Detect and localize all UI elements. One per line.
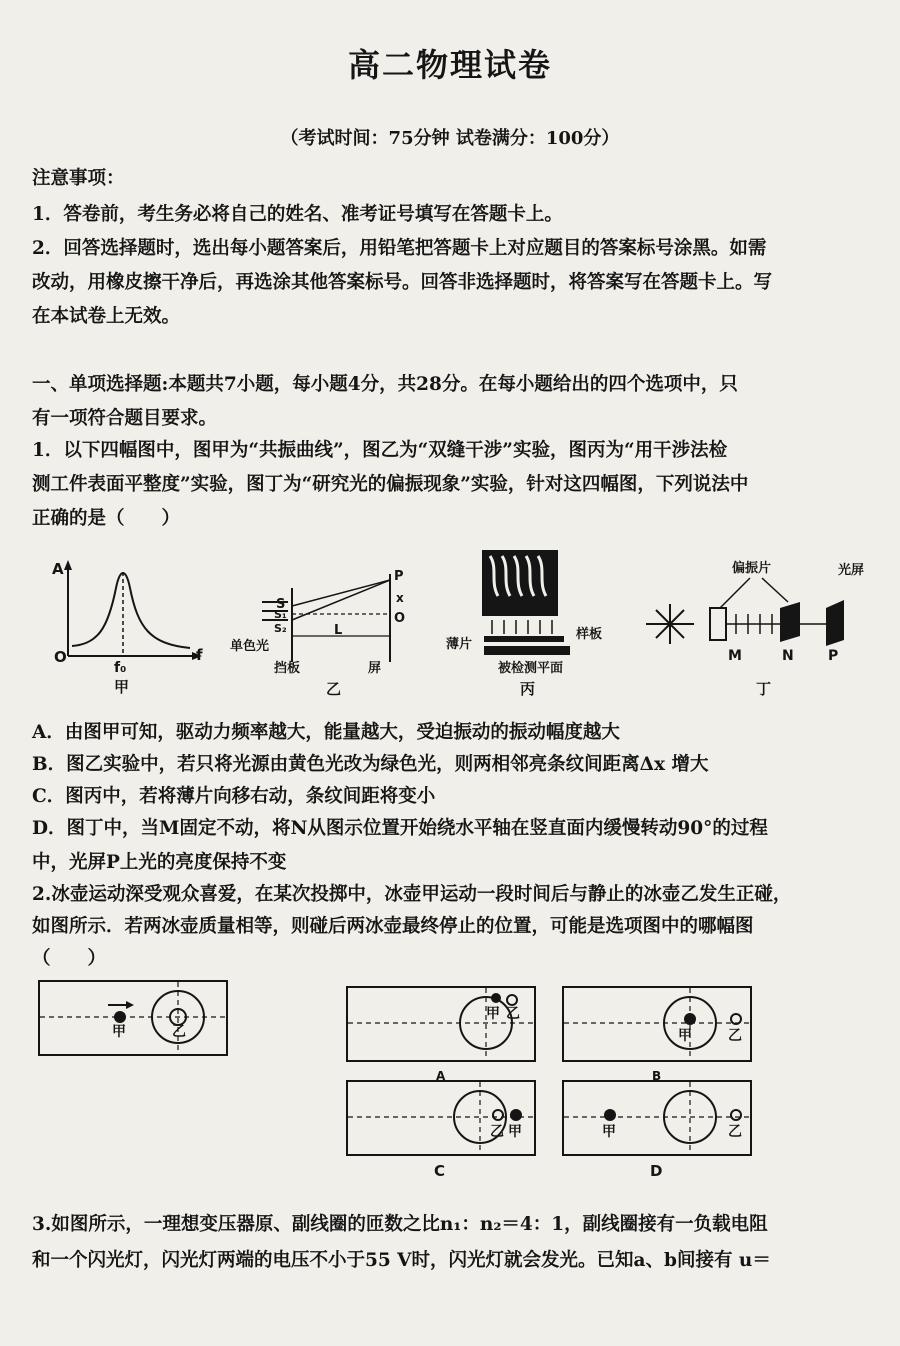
yi-caption: 乙: [326, 680, 342, 698]
q2-option-d-figure[interactable]: [562, 1080, 754, 1180]
q2-b-label: B: [652, 1069, 662, 1083]
q3-stem-1: 3.如图所示，一理想变压器原、副线圈的匝数之比n₁：n₂＝4：1，副线圈接有一负载电阻: [32, 1214, 768, 1235]
q2-option-b-figure[interactable]: [562, 986, 754, 1086]
exam-subtitle: （考试时间：75分钟 试卷满分：100分）: [280, 128, 620, 149]
q2-c-jia: 甲: [508, 1124, 522, 1140]
ding-caption: 丁: [756, 680, 772, 698]
jia-origin-label: O: [54, 648, 67, 666]
notice-line-1: 1．答卷前，考生务必将自己的姓名、准考证号填写在答题卡上。: [32, 204, 563, 225]
yi-screen-label: 屏: [368, 661, 382, 676]
bing-film-label: 薄片: [446, 637, 473, 652]
jia-axis-x-label: f: [196, 646, 203, 664]
yi-label-s2: S₂: [274, 622, 287, 635]
q2-main-yi: 乙: [172, 1024, 186, 1040]
notice-line-4: 在本试卷上无效。: [32, 306, 181, 327]
bing-sample-label: 样板: [576, 627, 603, 642]
figure-bing-flatness-test: [440, 546, 620, 698]
figure-yi-double-slit: [222, 558, 432, 698]
yi-label-x: x: [396, 591, 404, 605]
q2-b-jia: 甲: [678, 1028, 692, 1044]
section1-line-1: 一、单项选择题:本题共7小题，每小题4分，共28分。在每小题给出的四个选项中，只: [32, 374, 738, 395]
figure-jia-resonance-curve: [38, 558, 218, 698]
section1-line-2: 有一项符合题目要求。: [32, 408, 218, 429]
yi-label-s1: S₁: [274, 608, 287, 621]
yi-label-o: O: [394, 611, 406, 626]
q1-option-c: C．图丙中，若将薄片向移右动，条纹间距将变小: [32, 786, 436, 807]
jia-peak-label: f₀: [114, 660, 127, 676]
q1-option-d-1: D．图丁中，当M固定不动，将N从图示位置开始绕水平轴在竖直面内缓慢转动90°的过程: [32, 818, 768, 839]
figure-ding-polarization: [640, 550, 880, 698]
notice-line-2: 2．回答选择题时，选出每小题答案后，用铅笔把答题卡上对应题目的答案标号涂黑。如需: [32, 238, 767, 259]
notice-heading: 注意事项：: [32, 168, 125, 189]
q2-stem-2: 如图所示．若两冰壶质量相等，则碰后两冰壶最终停止的位置，可能是选项图中的哪幅图: [32, 916, 754, 937]
q1-stem-3: 正确的是（ ）: [32, 508, 181, 529]
q2-main-figure: [38, 980, 230, 1058]
q1-option-d-2: 中，光屏P上光的亮度保持不变: [32, 852, 287, 873]
q2-d-label: D: [650, 1162, 663, 1180]
q2-stem-1: 2.冰壶运动深受观众喜爱，在某次投掷中，冰壶甲运动一段时间后与静止的冰壶乙发生正碰，: [32, 884, 792, 905]
q2-main-jia: 甲: [112, 1024, 126, 1040]
ding-screen-label: 光屏: [838, 563, 865, 578]
yi-light-label: 单色光: [230, 639, 270, 654]
q1-option-a: A．由图甲可知，驱动力频率越大，能量越大，受迫振动的振动幅度越大: [32, 722, 620, 743]
ding-m-label: M: [728, 648, 742, 664]
q2-stem-3: （ ）: [32, 948, 107, 969]
bing-surface-label: 被检测平面: [498, 661, 564, 676]
yi-barrier-label: 挡板: [274, 661, 301, 676]
jia-caption: 甲: [114, 678, 130, 696]
q2-c-yi: 乙: [490, 1124, 504, 1140]
exam-title: 高二物理试卷: [347, 46, 552, 84]
q1-stem-2: 测工件表面平整度”实验，图丁为“研究光的偏振现象”实验，针对这四幅图，下列说法中: [32, 474, 749, 495]
notice-line-3: 改动，用橡皮擦干净后，再选涂其他答案标号。回答非选择题时，将答案写在答题卡上。写: [32, 272, 773, 293]
jia-axis-y-label: A: [52, 560, 64, 578]
q2-option-c-figure[interactable]: [346, 1080, 538, 1180]
q2-d-jia: 甲: [602, 1124, 616, 1140]
ding-n-label: N: [782, 648, 794, 664]
q2-a-jia: 甲: [486, 1006, 500, 1022]
ding-p-label: P: [828, 648, 839, 664]
bing-caption: 丙: [520, 680, 536, 698]
q2-a-label: A: [436, 1069, 446, 1083]
q2-c-label: C: [434, 1162, 446, 1180]
q2-d-yi: 乙: [728, 1124, 742, 1140]
q2-a-yi: 乙: [506, 1006, 520, 1022]
q2-option-a-figure[interactable]: [346, 986, 538, 1086]
q1-option-b: B．图乙实验中，若只将光源由黄色光改为绿色光，则两相邻亮条纹间距离Δx 增大: [32, 754, 709, 775]
yi-label-p: P: [394, 569, 404, 584]
ding-polarizer-label: 偏振片: [732, 561, 772, 576]
yi-label-s: S: [276, 597, 286, 612]
q1-stem-1: 1．以下四幅图中，图甲为“共振曲线”，图乙为“双缝干涉”实验，图丙为“用干涉法检: [32, 440, 728, 461]
q3-stem-2: 和一个闪光灯，闪光灯两端的电压不小于55 V时，闪光灯就会发光。已知a、b间接有 u＝: [32, 1250, 771, 1271]
q2-b-yi: 乙: [728, 1028, 742, 1044]
yi-label-l: L: [334, 623, 343, 638]
